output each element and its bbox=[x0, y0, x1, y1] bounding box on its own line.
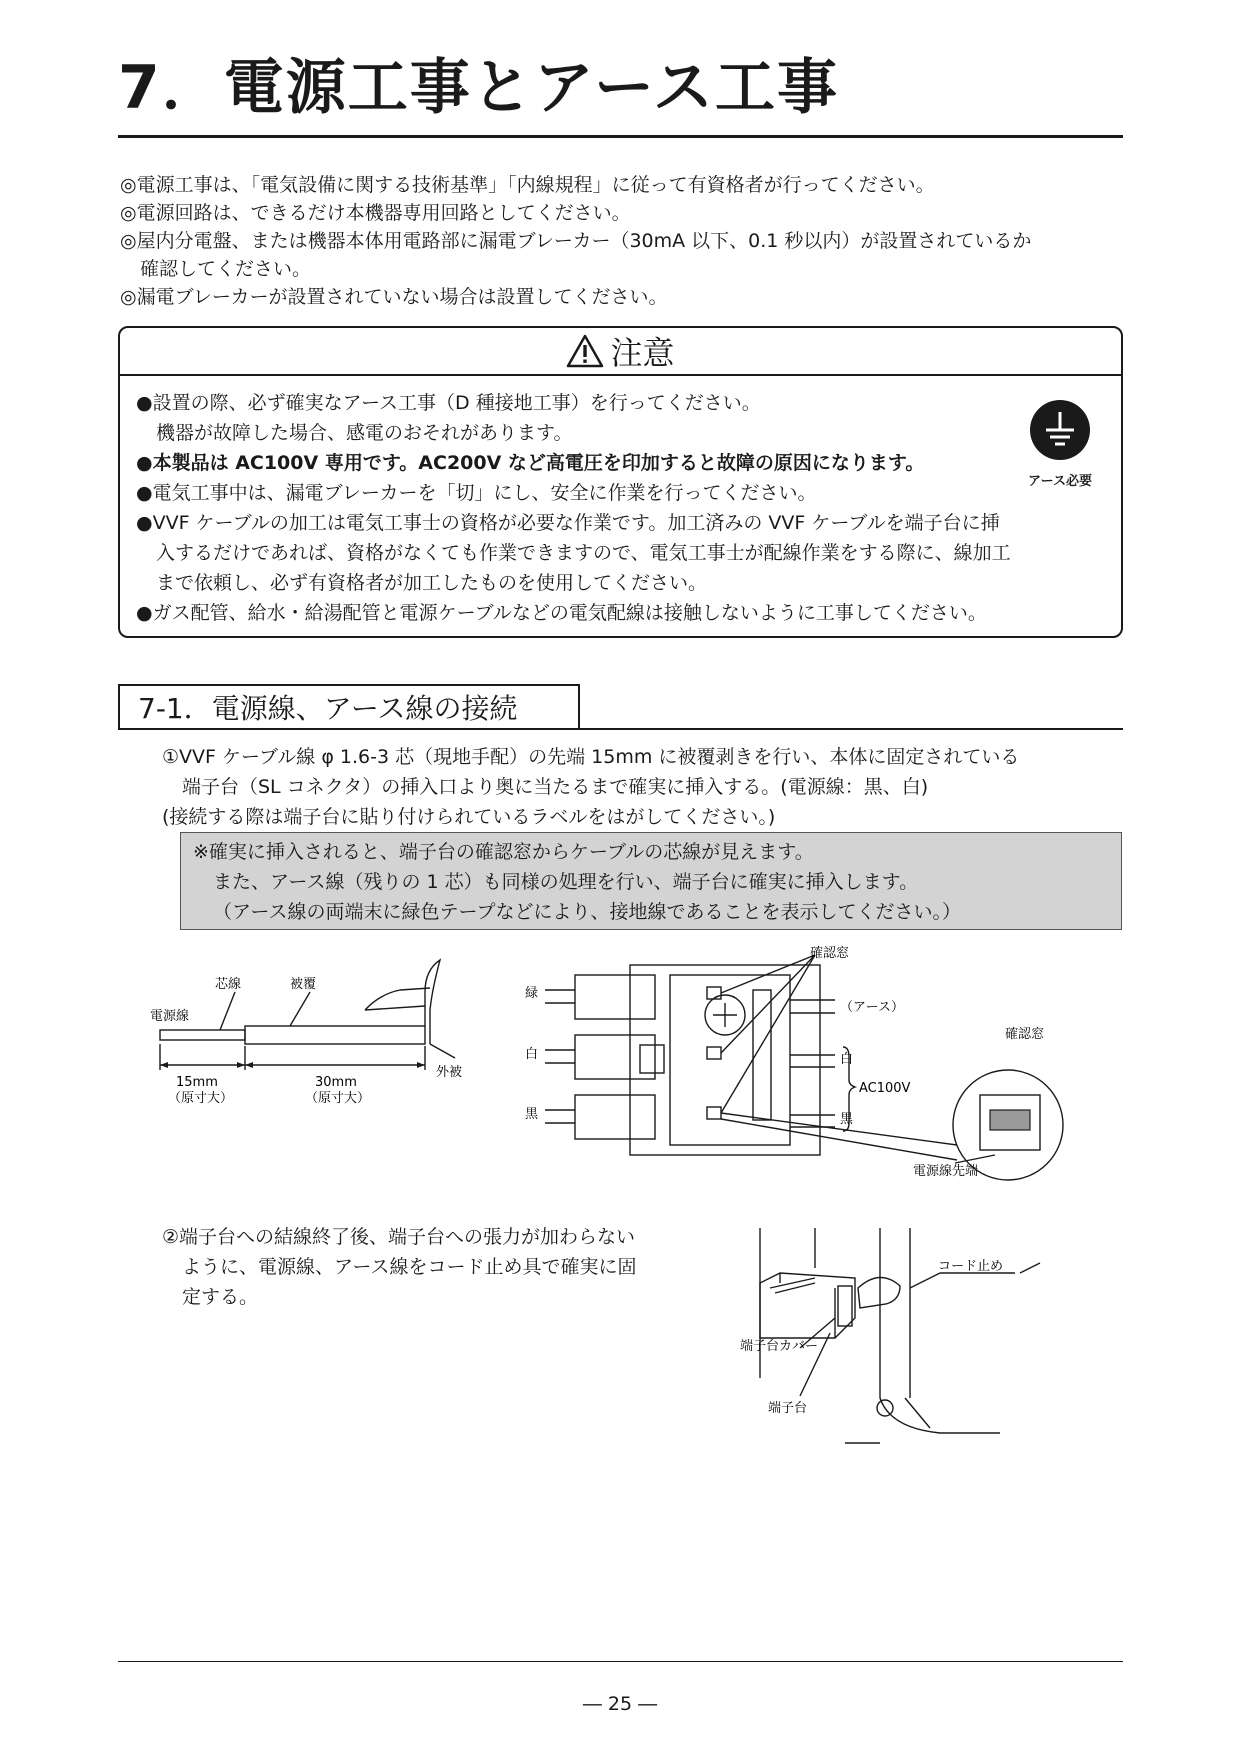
caution-item: 入するだけであれば、資格がなくても作業できますので、電気工事士が配線作業をする際に、線加工 bbox=[156, 542, 1011, 564]
label-window-2: 確認窓 bbox=[1005, 1027, 1045, 1042]
step-2 bbox=[162, 1222, 682, 1312]
step-2-line: 定する。 bbox=[182, 1286, 259, 1308]
title-divider bbox=[118, 135, 1123, 138]
intro-line: ◎漏電ブレーカーが設置されていない場合は設置してください。 bbox=[120, 286, 668, 308]
intro-line: ◎電源工事は、「電気設備に関する技術基準」「内線規程」に従って有資格者が行ってください。 bbox=[120, 174, 935, 196]
caution-item: まで依頼し、必ず有資格者が加工したものを使用してください。 bbox=[156, 572, 708, 594]
label-green: 緑 bbox=[525, 986, 539, 1001]
step-2-line: ように、電源線、アース線をコード止め具で確実に固 bbox=[182, 1256, 637, 1278]
section-heading: 7-1．電源線、アース線の接続 bbox=[118, 684, 580, 730]
step-1-line: (接続する際は端子台に貼り付けられているラベルをはがしてください。) bbox=[162, 806, 776, 828]
step-1-line: ①VVF ケーブル線 φ 1.6-3 芯（現地手配）の先端 15mm に被覆剥きを行い、本体に固定されている bbox=[162, 746, 1020, 768]
caution-item: ●設置の際、必ず確実なアース工事（D 種接地工事）を行ってください。 bbox=[136, 392, 761, 414]
label-terminal-block: 端子台 bbox=[768, 1401, 808, 1416]
label-window: 確認窓 bbox=[810, 946, 850, 961]
label-wire: 電源線 bbox=[150, 1009, 190, 1024]
intro-line: ◎電源回路は、できるだけ本機器専用回路としてください。 bbox=[120, 202, 631, 224]
label-30mm: 30mm bbox=[315, 1075, 357, 1090]
ground-icon bbox=[1030, 400, 1090, 460]
page-number: ― 25 ― bbox=[582, 1693, 658, 1715]
intro-line: ◎屋内分電盤、または機器本体用電路部に漏電ブレーカー（30mA 以下、0.1 秒以内）が設置されているか bbox=[120, 230, 1032, 252]
cable-strip-diagram bbox=[140, 950, 480, 1120]
label-earth: （アース） bbox=[840, 1000, 904, 1015]
label-actual-size-1: （原寸大） bbox=[168, 1091, 234, 1106]
caution-list bbox=[136, 388, 1116, 628]
footer-divider bbox=[118, 1661, 1123, 1662]
intro-text bbox=[120, 171, 1125, 311]
caution-header bbox=[120, 328, 1121, 376]
label-15mm: 15mm bbox=[176, 1075, 218, 1090]
label-cord-clamp: コード止め bbox=[938, 1259, 1004, 1274]
label-black: 黒 bbox=[525, 1107, 539, 1122]
step-2-line: ②端子台への結線終了後、端子台への張力が加わらない bbox=[162, 1226, 636, 1248]
label-wire-tip: 電源線先端 bbox=[913, 1164, 979, 1179]
caution-item: 機器が故障した場合、感電のおそれがあります。 bbox=[156, 422, 573, 444]
page-title: 7．電源工事とアース工事 bbox=[118, 53, 839, 123]
note-line: また、アース線（残りの 1 芯）も同様の処理を行い、端子台に確実に挿入します。 bbox=[213, 871, 919, 893]
note-line: ※確実に挿入されると、端子台の確認窓からケーブルの芯線が見えます。 bbox=[193, 841, 814, 863]
label-core: 芯線 bbox=[215, 977, 242, 992]
note-box bbox=[180, 832, 1122, 930]
earth-required-label: アース必要 bbox=[1028, 474, 1092, 489]
terminal-block-diagram bbox=[525, 945, 1125, 1185]
label-ac100v: AC100V bbox=[859, 1081, 911, 1096]
intro-line: 確認してください。 bbox=[140, 258, 312, 280]
step-1-line: 端子台（SL コネクタ）の挿入口より奥に当たるまで確実に挿入する。(電源線：黒、白) bbox=[182, 776, 929, 798]
warning-icon bbox=[566, 334, 604, 368]
label-white-right: 白 bbox=[840, 1052, 854, 1067]
label-outer: 外被 bbox=[436, 1065, 463, 1080]
earth-required-badge bbox=[1022, 400, 1098, 489]
caution-heading: 注意 bbox=[610, 334, 675, 372]
label-terminal-cover: 端子台カバー bbox=[740, 1339, 819, 1354]
caution-item: ●ガス配管、給水・給湯配管と電源ケーブルなどの電気配線は接触しないように工事してください。 bbox=[136, 602, 987, 624]
label-white: 白 bbox=[525, 1047, 539, 1062]
label-sheath: 被覆 bbox=[290, 977, 317, 992]
caution-item: ●VVF ケーブルの加工は電気工事士の資格が必要な作業です。加工済みの VVF ケーブルを端子台に挿 bbox=[136, 512, 1000, 534]
caution-item: ●本製品は AC100V 専用です。AC200V など高電圧を印加すると故障の原因になります。 bbox=[136, 452, 925, 474]
label-black-right: 黒 bbox=[840, 1112, 854, 1127]
installation-diagram bbox=[740, 1228, 1120, 1448]
note-line: （アース線の両端末に緑色テープなどにより、接地線であることを表示してください。） bbox=[213, 901, 962, 923]
caution-item: ●電気工事中は、漏電ブレーカーを「切」にし、安全に作業を行ってください。 bbox=[136, 482, 817, 504]
section-divider bbox=[580, 728, 1123, 730]
caution-box bbox=[118, 326, 1123, 638]
label-actual-size-2: （原寸大） bbox=[305, 1091, 371, 1106]
step-1 bbox=[162, 742, 1122, 832]
